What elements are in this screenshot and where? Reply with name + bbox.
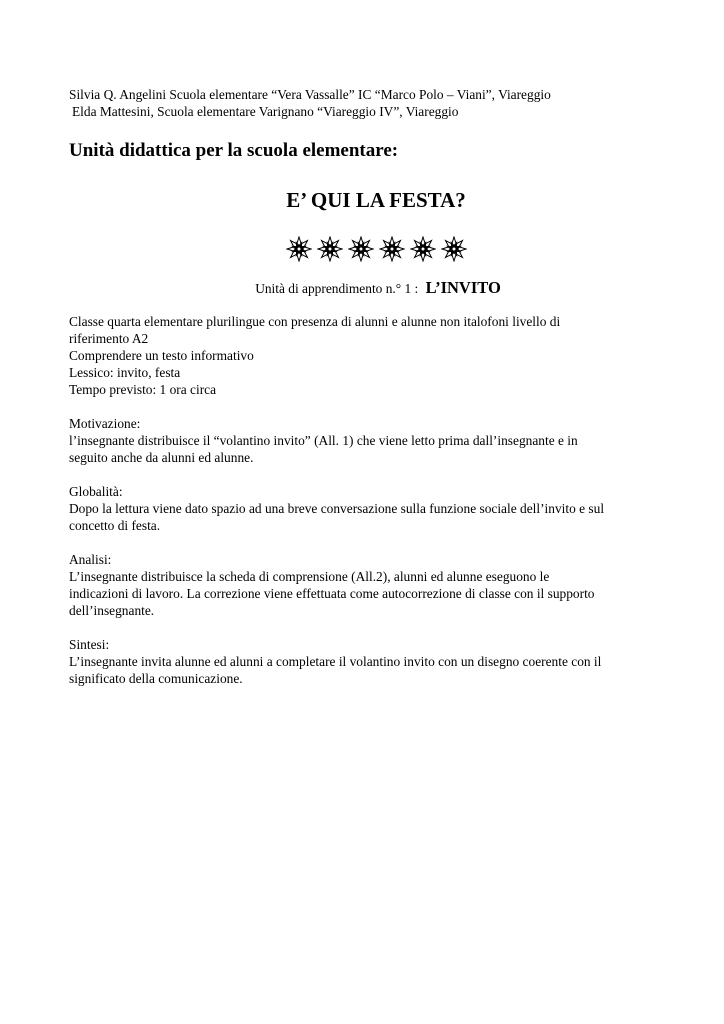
asterisk-flower-icon xyxy=(441,236,467,262)
section-globalita xyxy=(69,483,669,534)
section-line: indicazioni di lavoro. La correzione viene effettuata come autocorrezione di classe con il supporto xyxy=(69,586,595,601)
asterisk-flower-icon xyxy=(317,236,343,262)
section-line: L’insegnante distribuisce la scheda di comprensione (All.2), alunni ed alunne eseguono le xyxy=(69,569,550,584)
document-subtitle: Unità didattica per la scuola elementare: xyxy=(69,140,399,161)
asterisk-flower-icon xyxy=(348,236,374,262)
asterisk-flower-icon xyxy=(379,236,405,262)
section-line: significato della comunicazione. xyxy=(69,671,243,686)
unit-line xyxy=(69,278,669,299)
document-page xyxy=(69,86,669,687)
section-line: dell’insegnante. xyxy=(69,603,155,618)
section-sintesi xyxy=(69,636,669,687)
info-block xyxy=(69,313,669,398)
authors-block xyxy=(69,86,669,120)
asterisk-flower-icon xyxy=(410,236,436,262)
section-line: L’insegnante invita alunne ed alunni a completare il volantino invito con un disegno coerente con il xyxy=(69,654,602,669)
unit-prefix: Unità di apprendimento n.° 1 : xyxy=(255,281,419,296)
author-line-1: Silvia Q. Angelini Scuola elementare “Vera Vassalle” IC “Marco Polo – Viani”, Viareggio xyxy=(69,87,551,102)
section-heading: Analisi: xyxy=(69,552,112,567)
section-heading: Sintesi: xyxy=(69,637,110,652)
class-line-2: riferimento A2 xyxy=(69,331,149,346)
section-heading: Motivazione: xyxy=(69,416,141,431)
asterisk-flower-icon xyxy=(286,236,312,262)
objective-line: Comprendere un testo informativo xyxy=(69,348,254,363)
section-line: l’insegnante distribuisce il “volantino invito” (All. 1) che viene letto prima dall’insegnante e in xyxy=(69,433,578,448)
document-title: E’ QUI LA FESTA? xyxy=(286,188,466,212)
class-line-1: Classe quarta elementare plurilingue con presenza di alunni e alunne non italofoni livello di xyxy=(69,314,561,329)
section-line: concetto di festa. xyxy=(69,518,161,533)
section-heading: Globalità: xyxy=(69,484,123,499)
section-analisi xyxy=(69,551,669,619)
author-line-2: Elda Mattesini, Scuola elementare Varignano “Viareggio IV”, Viareggio xyxy=(72,104,459,119)
unit-name: L’INVITO xyxy=(425,278,501,297)
section-line: Dopo la lettura viene dato spazio ad una breve conversazione sulla funzione sociale dell’invito e sul xyxy=(69,501,605,516)
section-line: seguito anche da alunni ed alunne. xyxy=(69,450,254,465)
section-motivazione xyxy=(69,415,669,466)
time-line: Tempo previsto: 1 ora circa xyxy=(69,382,217,397)
decoration-row xyxy=(69,236,669,266)
lexicon-line: Lessico: invito, festa xyxy=(69,365,181,380)
